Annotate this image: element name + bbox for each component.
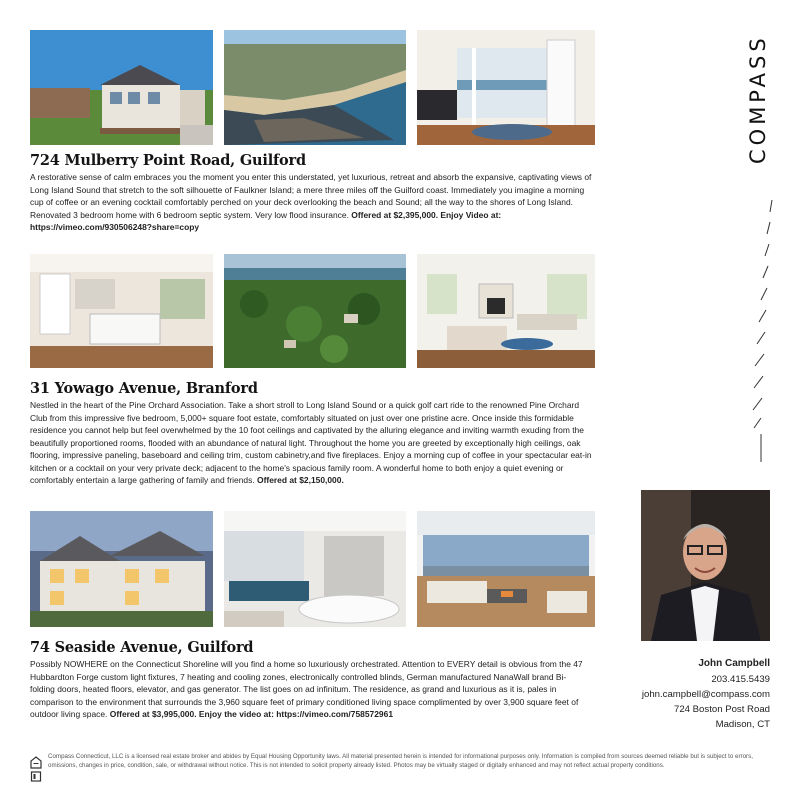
listing-1-photo-aerial [224,30,406,145]
listing-2-photo-kitchen [30,254,213,368]
listing-2-offer: Offered at $2,150,000. [257,475,344,485]
listing-3-photo-porch [417,511,595,627]
listing-3-photo-exterior [30,511,213,627]
agent-email[interactable]: john.campbell@compass.com [641,689,770,700]
listing-3-offer: Offered at $3,995,000. Enjoy the video at: https://vimeo.com/758572961 [109,709,394,719]
listing-1-photo-exterior [30,30,213,145]
listing-1-offer: Offered at $2,395,000. Enjoy Video at: https://vimeo.com/930506248?share=copy [30,209,502,232]
decorative-tick-marks [748,190,778,470]
listing-3-title: 74 Seaside Avenue, Guilford [30,639,254,656]
listing-2-photo-aerial [224,254,406,368]
listing-3-photo-bathroom [224,511,406,627]
listing-1-title: 724 Mulberry Point Road, Guilford [30,152,306,169]
listing-3-description [30,658,590,721]
compass-logo: COMPASS [746,34,770,164]
agent-photo [641,490,770,641]
equal-housing-icon [30,756,42,782]
agent-city: Madison, CT [715,719,770,730]
listing-3-description-text: Possibly NOWHERE on the Connecticut Shoreline will you find a home so luxuriously orchestrated. Attention to EVERY detail is obvious from the 47 Hubbardton Forge custom light fixtures, 7 heating and cooling zones, electronically controlled blinds, German manufactured NanaWall brand Bi-folding doors, heated floors, elevator, and gas generator. The list goes on ad infinitum. The residence, as grand and luxurious as it is, pales in comparison to the environment that surrounds the 3,960 square feet of primary conditioned living space complimented by over 3,900 square feet of outdoor living space. [30,659,583,719]
agent-address: 724 Boston Post Road [673,704,770,715]
footer-disclaimer: Compass Connecticut, LLC is a licensed real estate broker and abides by Equal Housing Opportunity laws. All material presented herein is intended for informational purposes only. Information is compiled from sources deemed reliable but is subject to errors, omissions, changes in price, condition, sale, or withdrawal without notice. This is not intended to solicit property already listed. Photos may be virtually staged or digitally enhanced and may not reflect actual property conditions. [48,753,753,769]
listing-2-description [30,399,596,487]
listing-1-description [30,171,596,234]
listing-2-title: 31 Yowago Avenue, Branford [30,380,258,397]
agent-name: John Campbell [698,658,770,669]
listing-1-photo-living-room [417,30,595,145]
listing-1-description-text: A restorative sense of calm embraces you the moment you enter this understated, yet luxurious, retreat and absorb the expansive, captivating views of Long Island Sound that stretch to the soft silhouette of Faulkner Island; a mere three miles off the Guilford coast. Immediately you imagine a morning cup of coffee or an evening cocktail comfortably perched on your deck overlooking the beach and Sound; all the way to the shores of Long Island. Renovated 3 bedroom home with 6 bedroom septic system. Very low flood insurance. [30,172,592,220]
listing-2-description-text: Nestled in the heart of the Pine Orchard Association. Take a short stroll to Long Island Sound or a quick golf cart ride to the renowned Pine Orchard Club from this impressive five bedroom, 5,000+ square foot estate, comfortably situated on just over one pristine acre. Once inside this formidable residence you cannot help but feel overwhelmed by the 10 foot ceilings and captivated by the alluring elegance and inviting warmth exuding from the beautifully proportioned rooms, flooded with an abundance of natural light. Throughout the home you are greeted by exceptionally high ceilings, oak flooring, impressive paneling, baseboard and ceiling trim, custom cabinetry,and five fireplaces. Enjoy a morning cup of coffee in your spectacular eat-in kitchen or a cocktail on your very private deck; adjacent to the home's spacious family room. A wonderful home to both enjoy a quiet evening or comfortably entertain a large gathering of family and friends. [30,400,592,485]
agent-phone[interactable]: 203.415.5439 [711,674,770,685]
listing-2-photo-living-room [417,254,595,368]
